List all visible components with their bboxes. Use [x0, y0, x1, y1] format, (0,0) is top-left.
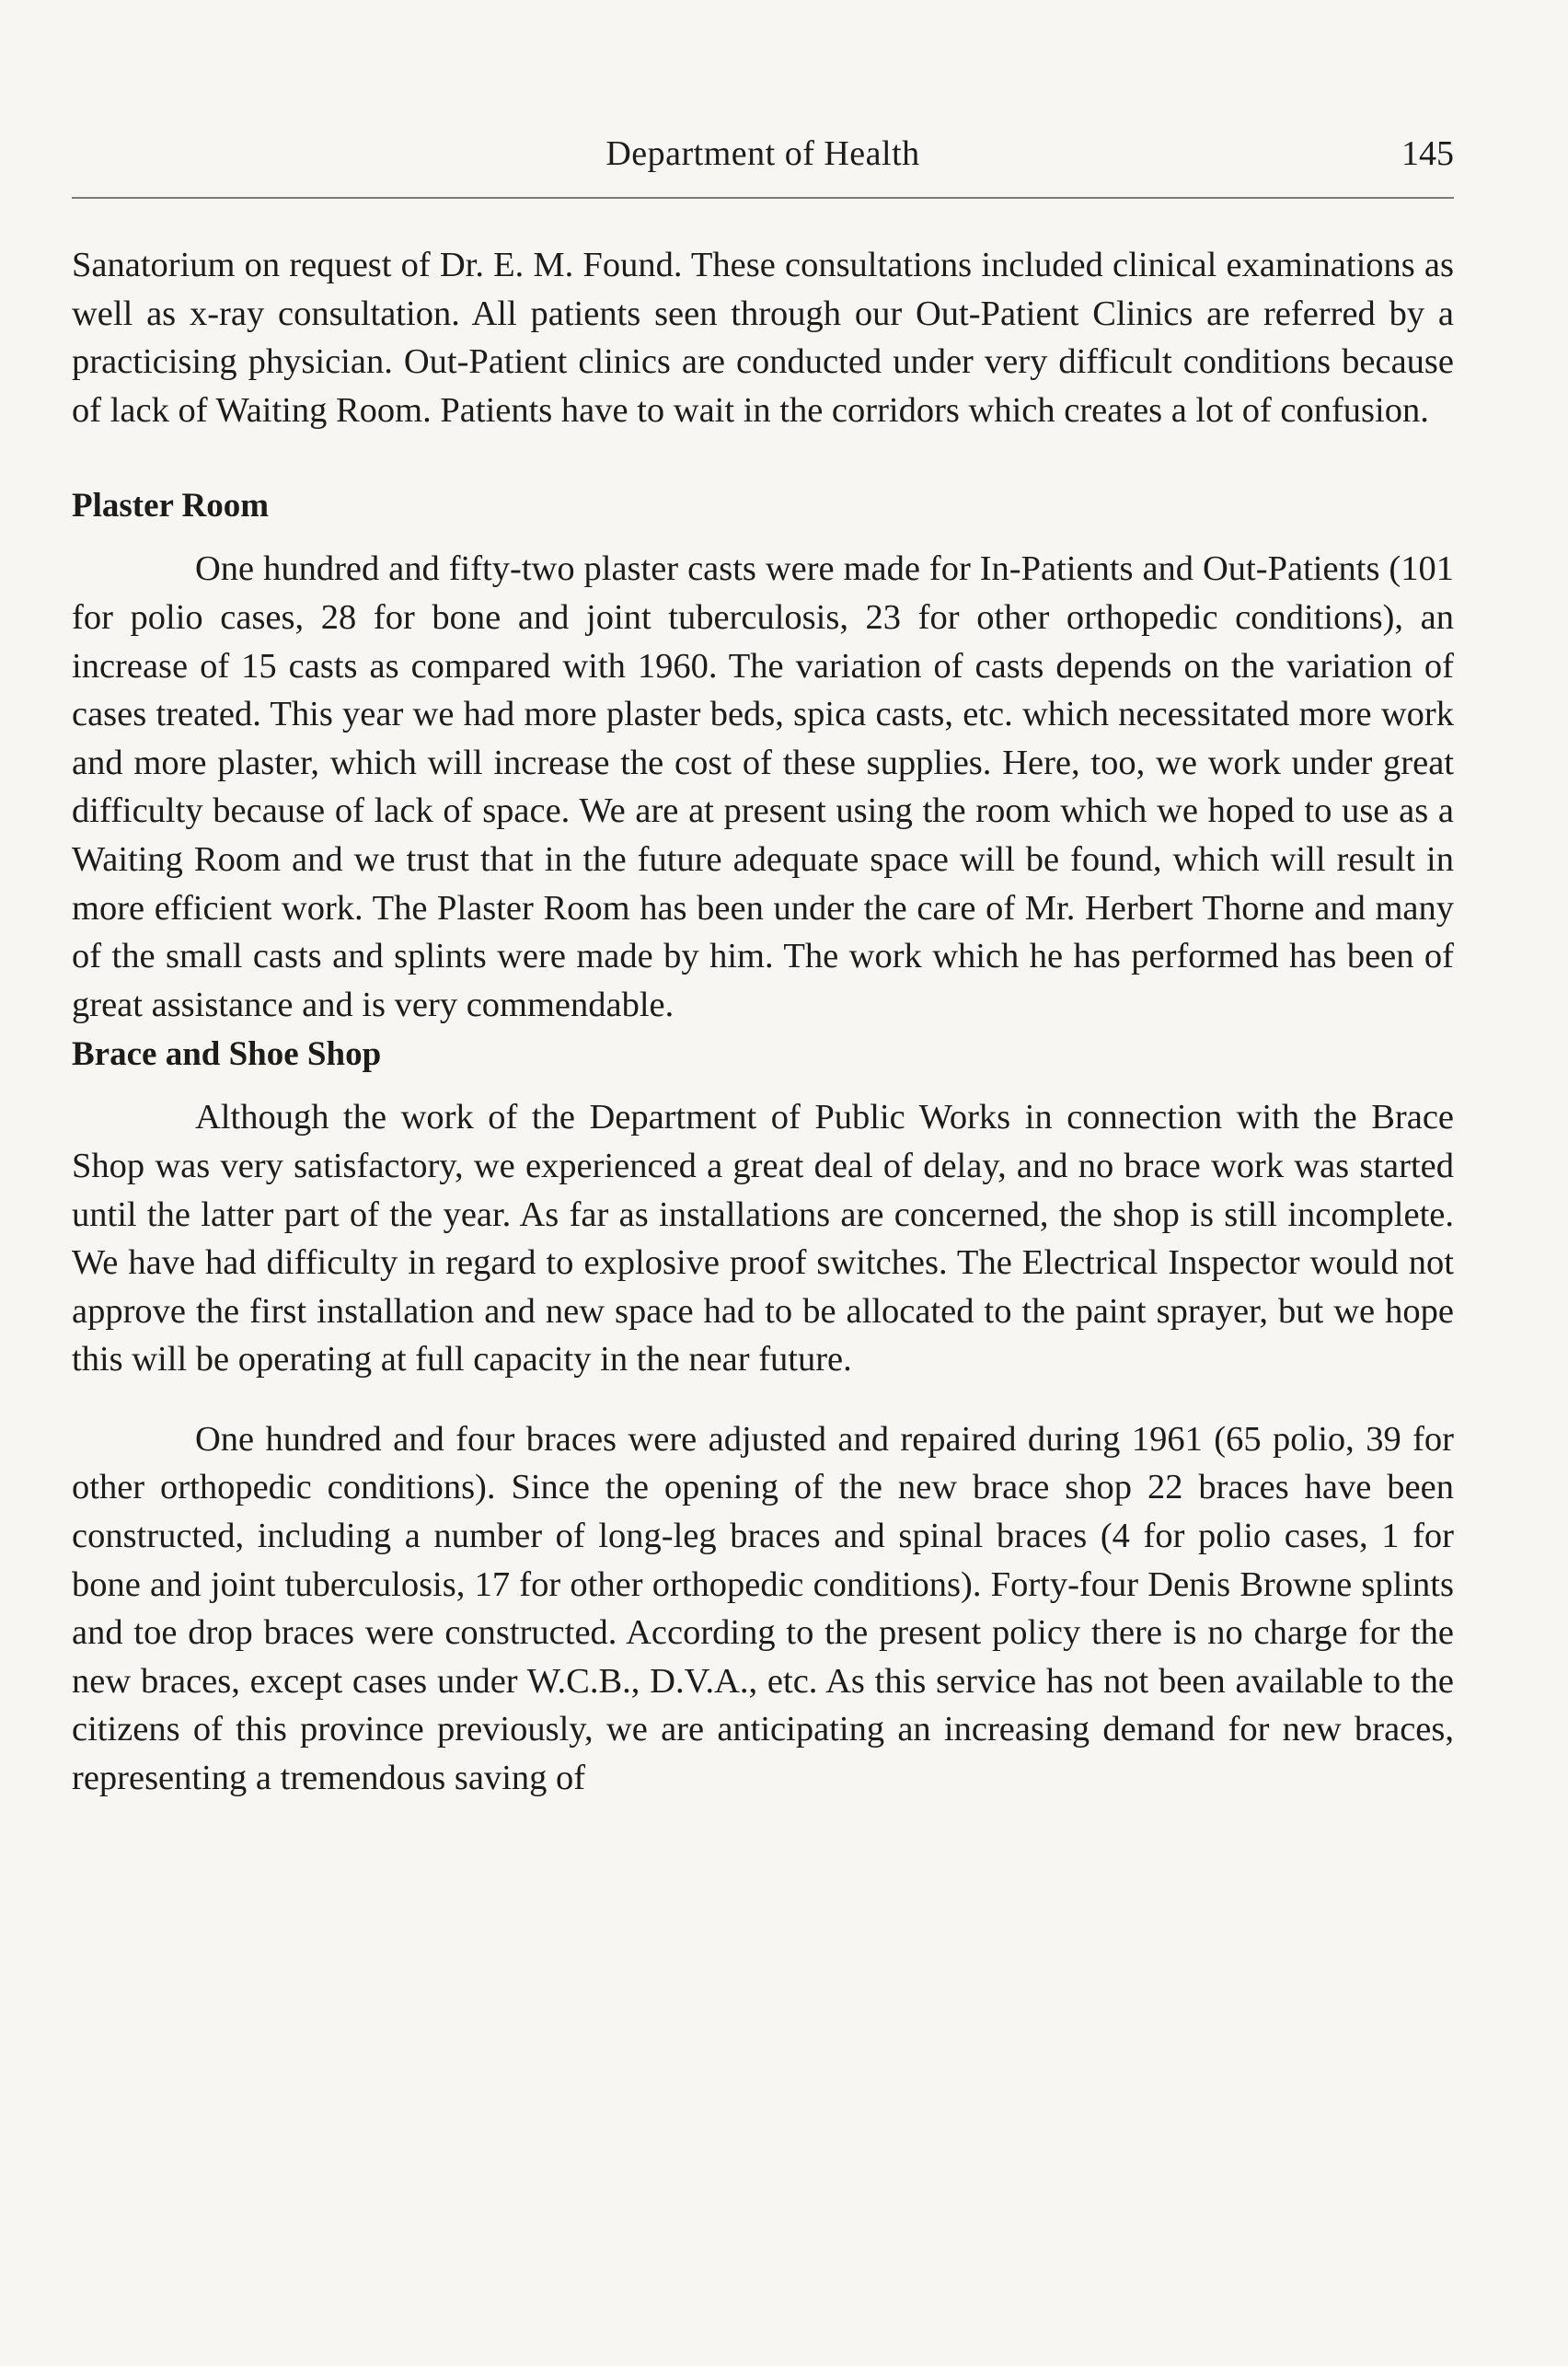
body-text — [72, 241, 1454, 1803]
header-rule — [72, 197, 1454, 199]
brace-shop-paragraph-2: One hundred and four braces were adjusted and repaired during 1961 (65 polio, 39 for other orthopedic conditions). Since the opening of the new brace shop 22 braces have been constructed, including a number of long-leg braces and spinal braces (4 for polio cases, 1 for bone and joint tuberculosis, 17 for other orthopedic conditions). Forty-four Denis Browne splints and toe drop braces were constructed. According to the present policy there is no charge for the new braces, except cases under W.C.B., D.V.A., etc. As this service has not been available to the citizens of this province previously, we are anticipating an increasing demand for new braces, representing a tremendous saving of — [72, 1419, 1454, 1798]
plaster-room-heading: Plaster Room — [72, 487, 270, 525]
brace-shop-heading: Brace and Shoe Shop — [72, 1035, 382, 1074]
plaster-room-paragraph: One hundred and fifty-two plaster casts were made for In-Patients and Out-Patients (101 for polio cases, 28 for bone and joint tuberculosis, 23 for other orthopedic conditions), an increase of 15 casts as compared with 1960. The variation of casts depends on the variation of cases treated. This year we had more plaster beds, spica casts, etc. which necessitated more work and more plaster, which will increase the cost of these supplies. Here, too, we work under great difficulty because of lack of space. We are at present using the room which we hoped to use as a Waiting Room and we trust that in the future adequate space will be found, which will result in more efficient work. The Plaster Room has been under the care of Mr. Herbert Thorne and many of the small casts and splints were made by him. The work which he has performed has been of great assistance and is very commendable. — [72, 549, 1454, 1024]
brace-shop-paragraph-1: Although the work of the Department of Public Works in connection with the Brace Shop was very satisfactory, we experienced a great deal of delay, and no brace work was started until the latter part of the year. As far as installations are concerned, the shop is still incomplete. We have had difficulty in regard to explosive proof switches. The Electrical Inspector would not approve the first installation and new space had to be allocated to the paint sprayer, but we hope this will be operating at full capacity in the near future. — [72, 1098, 1454, 1379]
page-number: 145 — [1401, 134, 1454, 173]
intro-paragraph: Sanatorium on request of Dr. E. M. Found. These consultations included clinical examinations as well as x-ray consultation. All patients seen through our Out-Patient Clinics are referred by a practicising physician. Out-Patient clinics are conducted under very difficult conditions because of lack of Waiting Room. Patients have to wait in the corridors which creates a lot of confusion. — [72, 246, 1454, 430]
running-header — [72, 133, 1454, 189]
running-title: Department of Health — [605, 134, 920, 173]
